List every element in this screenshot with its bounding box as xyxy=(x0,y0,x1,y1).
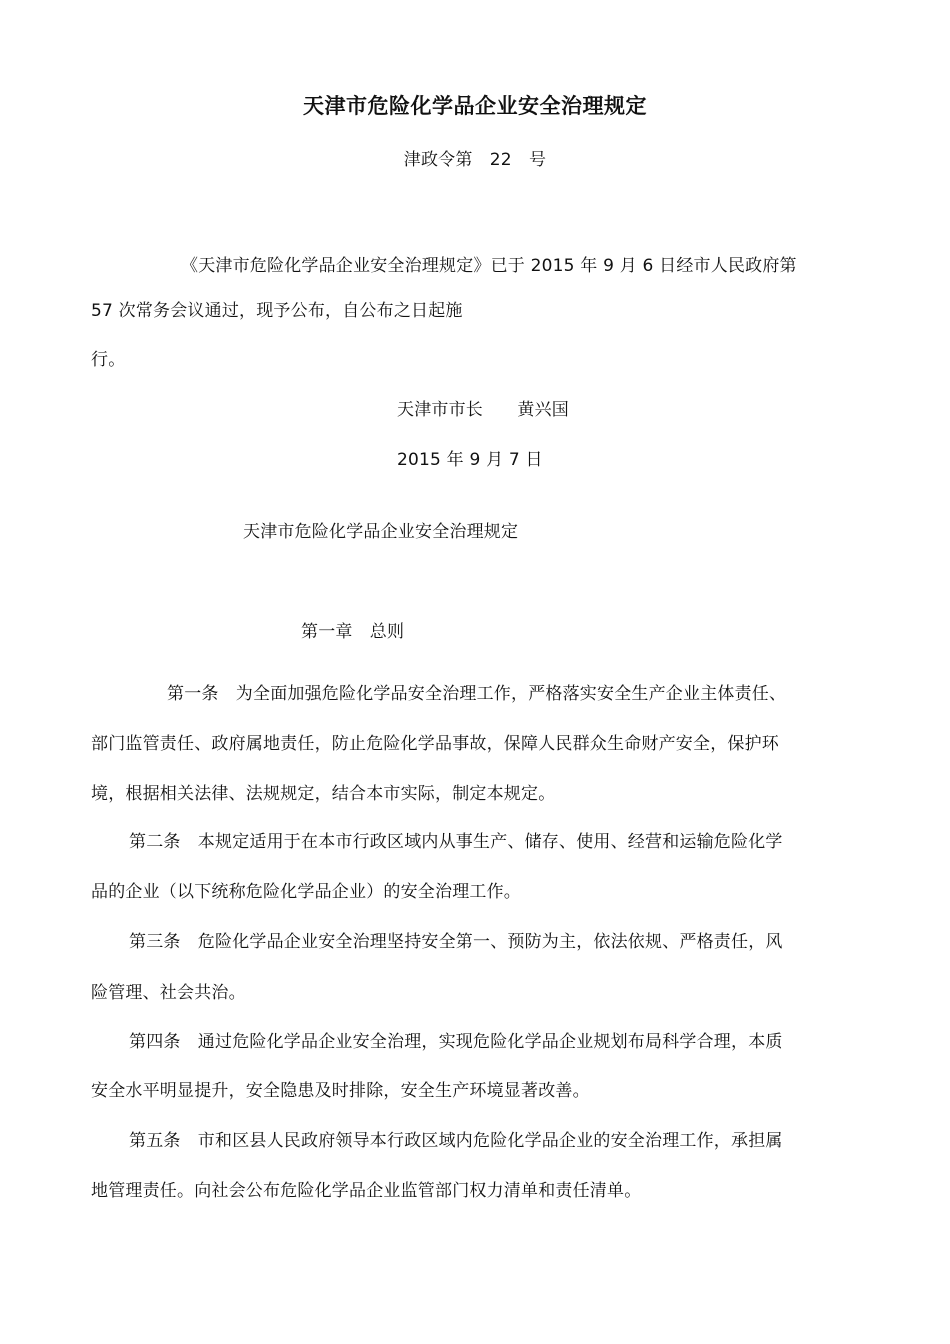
article-3-line-1: 第三条 危险化学品企业安全治理坚持安全第一、预防为主，依法依规、严格责任，风 xyxy=(129,932,783,952)
article-2-line-1: 第二条 本规定适用于在本市行政区域内从事生产、储存、使用、经营和运输危险化学 xyxy=(129,832,783,852)
announcement-line-1: 《天津市危险化学品企业安全治理规定》已于 2015 年 9 月 6 日经市人民政府第 xyxy=(181,256,797,276)
article-1-line-2: 部门监管责任、政府属地责任，防止危险化学品事故，保障人民群众生命财产安全，保护环 xyxy=(91,734,779,754)
article-1-line-1: 第一条 为全面加强危险化学品安全治理工作，严格落实安全生产企业主体责任、 xyxy=(167,684,787,704)
article-2-line-2: 品的企业（以下统称危险化学品企业）的安全治理工作。 xyxy=(91,882,521,902)
article-5-line-2: 地管理责任。向社会公布危险化学品企业监管部门权力清单和责任清单。 xyxy=(91,1181,642,1201)
chapter-heading: 第一章 总则 xyxy=(301,622,405,642)
article-1-line-3: 境，根据相关法律、法规规定，结合本市实际，制定本规定。 xyxy=(91,784,556,804)
mayor-signature: 天津市市长 黄兴国 xyxy=(397,400,569,420)
signature-date: 2015 年 9 月 7 日 xyxy=(397,450,543,470)
article-4-line-1: 第四条 通过危险化学品企业安全治理，实现危险化学品企业规划布局科学合理，本质 xyxy=(129,1032,783,1052)
article-4-line-2: 安全水平明显提升，安全隐患及时排除，安全生产环境显著改善。 xyxy=(91,1081,590,1101)
article-5-line-1: 第五条 市和区县人民政府领导本行政区域内危险化学品企业的安全治理工作，承担属 xyxy=(129,1131,783,1151)
announcement-line-3: 行。 xyxy=(91,350,126,370)
announcement-line-2: 57 次常务会议通过，现予公布，自公布之日起施 xyxy=(91,301,463,321)
regulation-subtitle: 天津市危险化学品企业安全治理规定 xyxy=(243,522,519,542)
decree-number: 津政令第 22 号 xyxy=(403,150,547,170)
article-3-line-2: 险管理、社会共治。 xyxy=(91,983,246,1003)
document-title: 天津市危险化学品企业安全治理规定 xyxy=(303,94,647,118)
